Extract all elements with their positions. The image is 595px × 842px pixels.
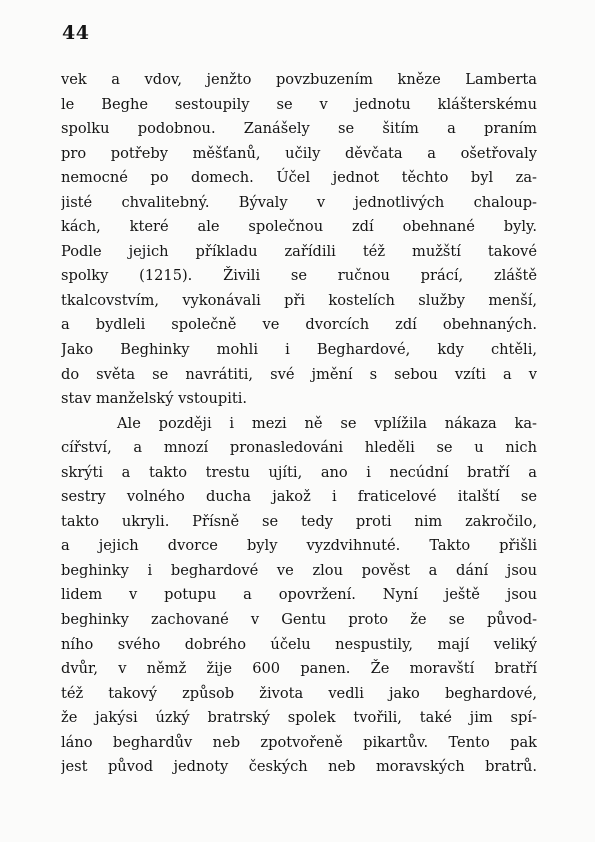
body-text bbox=[61, 68, 537, 780]
text-line: kách, které ale společnou zdí obehnané byly. bbox=[61, 218, 537, 236]
paragraph-first-line: Ale později i mezi ně se vplížila nákaza ka- bbox=[117, 414, 537, 432]
text-line: le Beghe sestoupily se v jednotu klášterskému bbox=[61, 95, 537, 113]
text-line: beghinky i beghardové ve zlou pověst a dání jsou bbox=[61, 561, 537, 579]
text-line: beghinky zachované v Gentu proto že se původ- bbox=[61, 611, 537, 629]
text-line: takto ukryli. Přísně se tedy proti nim zakročilo, bbox=[61, 512, 537, 530]
text-line: a jejich dvorce byly vyzdvihnuté. Takto přišli bbox=[61, 537, 537, 555]
text-line: skrýti a takto trestu ujíti, ano i necúdní bratří a bbox=[61, 463, 537, 481]
text-line: sestry volného ducha jakož i fraticelové italští se bbox=[61, 488, 537, 506]
text-line: pro potřeby měšťanů, učily děvčata a ošetřovaly bbox=[61, 144, 537, 162]
text-line: též takový způsob života vedli jako beghardové, bbox=[61, 684, 537, 702]
text-line: lidem v potupu a opovržení. Nyní ještě jsou bbox=[61, 586, 537, 604]
text-line: jest původ jednoty českých neb moravských bratrů. bbox=[61, 758, 537, 776]
page-number: 44 bbox=[62, 22, 90, 44]
text-line: jisté chvalitebný. Bývaly v jednotlivých chaloup- bbox=[61, 193, 537, 211]
text-line: vek a vdov, jenžto povzbuzením kněze Lamberta bbox=[61, 71, 537, 88]
text-line: a bydleli společně ve dvorcích zdí obehnaných. bbox=[61, 316, 537, 334]
text-line: spolku podobnou. Zanášely se šitím a praním bbox=[61, 120, 537, 138]
text-line: že jakýsi úzký bratrský spolek tvořili, také jim spí- bbox=[61, 709, 537, 727]
text-line: tkalcovstvím, vykonávali při kostelích služby menší, bbox=[61, 291, 537, 309]
text-line: nemocné po domech. Účel jednot těchto byl za- bbox=[61, 169, 537, 187]
text-line: láno beghardův neb zpotvořeně pikartův. Tento pak bbox=[61, 733, 537, 751]
text-line: Jako Beghinky mohli i Beghardové, kdy chtěli, bbox=[61, 341, 537, 359]
text-line: cířství, a mnozí pronasledováni hleděli se u nich bbox=[61, 439, 537, 457]
text-line: do světa se navrátiti, své jmění s sebou vzíti a v bbox=[61, 365, 537, 383]
text-line: Podle jejich příkladu zařídili též mužští takové bbox=[61, 242, 537, 260]
text-line: dvůr, v němž žije 600 panen. Že moravští bratří bbox=[61, 660, 537, 678]
paragraph-end-line: stav manželský vstoupiti. bbox=[61, 390, 248, 408]
text-line: ního svého dobrého účelu nespustily, mají veliký bbox=[61, 635, 537, 653]
text-line: spolky (1215). Živili se ručnou prácí, zláště bbox=[61, 267, 537, 285]
